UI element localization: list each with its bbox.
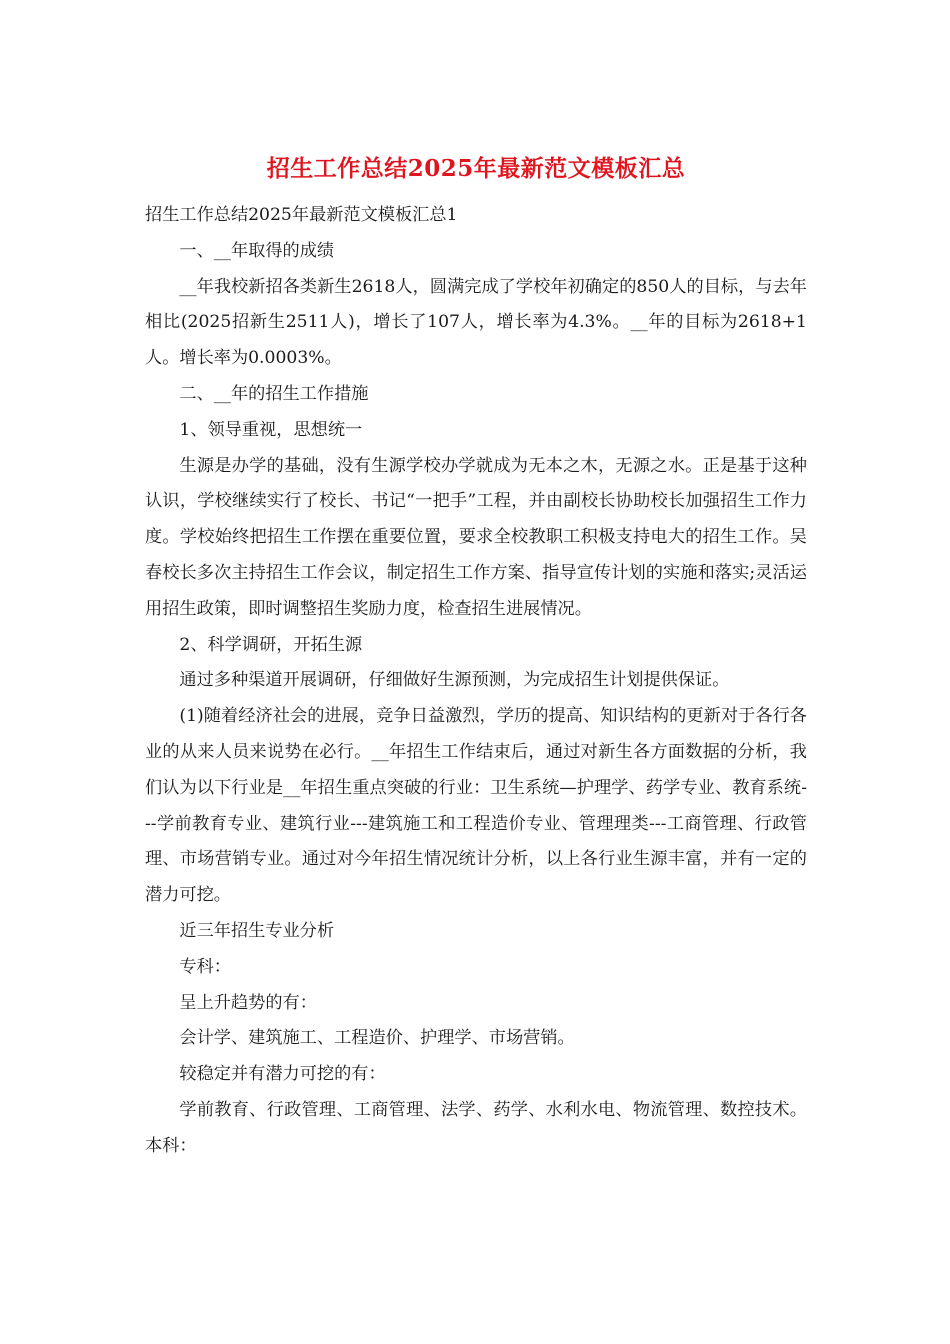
- paragraph: 近三年招生专业分析: [179, 920, 335, 941]
- paragraph: (1)随着经济社会的进展，竞争日益激烈，学历的提高、知识结构的更新对于各行各业的从来人员来说势在必行。__年招生工作结束后，通过对新生各方面数据的分析，我们认为以下行业是__年招生重点突破的行业：卫生系统—护理学、药学专业、教育系统---学前教育专业、建筑行业---建筑施工和工程造价专业、管理理类---工商管理、行政管理、市场营销专业。通过对今年招生情况统计分析，以上各行业生源丰富，并有一定的潜力可挖。: [145, 706, 807, 906]
- paragraph: 一、__年取得的成绩: [179, 240, 335, 261]
- paragraph: 会计学、建筑施工、工程造价、护理学、市场营销。: [179, 1028, 575, 1049]
- paragraph: 2、科学调研，开拓生源: [179, 634, 363, 655]
- paragraph: 生源是办学的基础，没有生源学校办学就成为无本之木，无源之水。正是基于这种认识，学校继续实行了校长、书记“一把手”工程，并由副校长协助校长加强招生工作力度。学校始终把招生工作摆在重要位置，要求全校教职工积极支持电大的招生工作。吴春校长多次主持招生工作会议，制定招生工作方案、指导宣传计划的实施和落实;灵活运用招生政策，即时调整招生奖励力度，检查招生进展情况。: [145, 455, 807, 619]
- paragraph: 1、领导重视，思想统一: [179, 419, 363, 440]
- paragraph: 较稳定并有潜力可挖的有：: [179, 1064, 386, 1085]
- paragraph: 学前教育、行政管理、工商管理、法学、药学、水利水电、物流管理、数控技术。 本科：: [145, 1099, 807, 1156]
- paragraph: 招生工作总结2025年最新范文模板汇总1: [145, 205, 458, 225]
- paragraph: 专科：: [179, 956, 231, 977]
- paragraph: 通过多种渠道开展调研，仔细做好生源预测，为完成招生计划提供保证。: [179, 670, 730, 691]
- document-page: [145, 150, 807, 1165]
- document-title: 招生工作总结2025年最新范文模板汇总: [266, 155, 686, 182]
- document-body: [145, 198, 807, 1165]
- paragraph: __年我校新招各类新生2618人，圆满完成了学校年初确定的850人的目标，与去年相比(2025招新生2511人)，增长了107人，增长率为4.3%。__年的目标为2618+1人。增长率为0.0003%。: [145, 276, 807, 369]
- paragraph: 呈上升趋势的有：: [179, 992, 317, 1013]
- paragraph: 二、__年的招生工作措施: [179, 383, 369, 404]
